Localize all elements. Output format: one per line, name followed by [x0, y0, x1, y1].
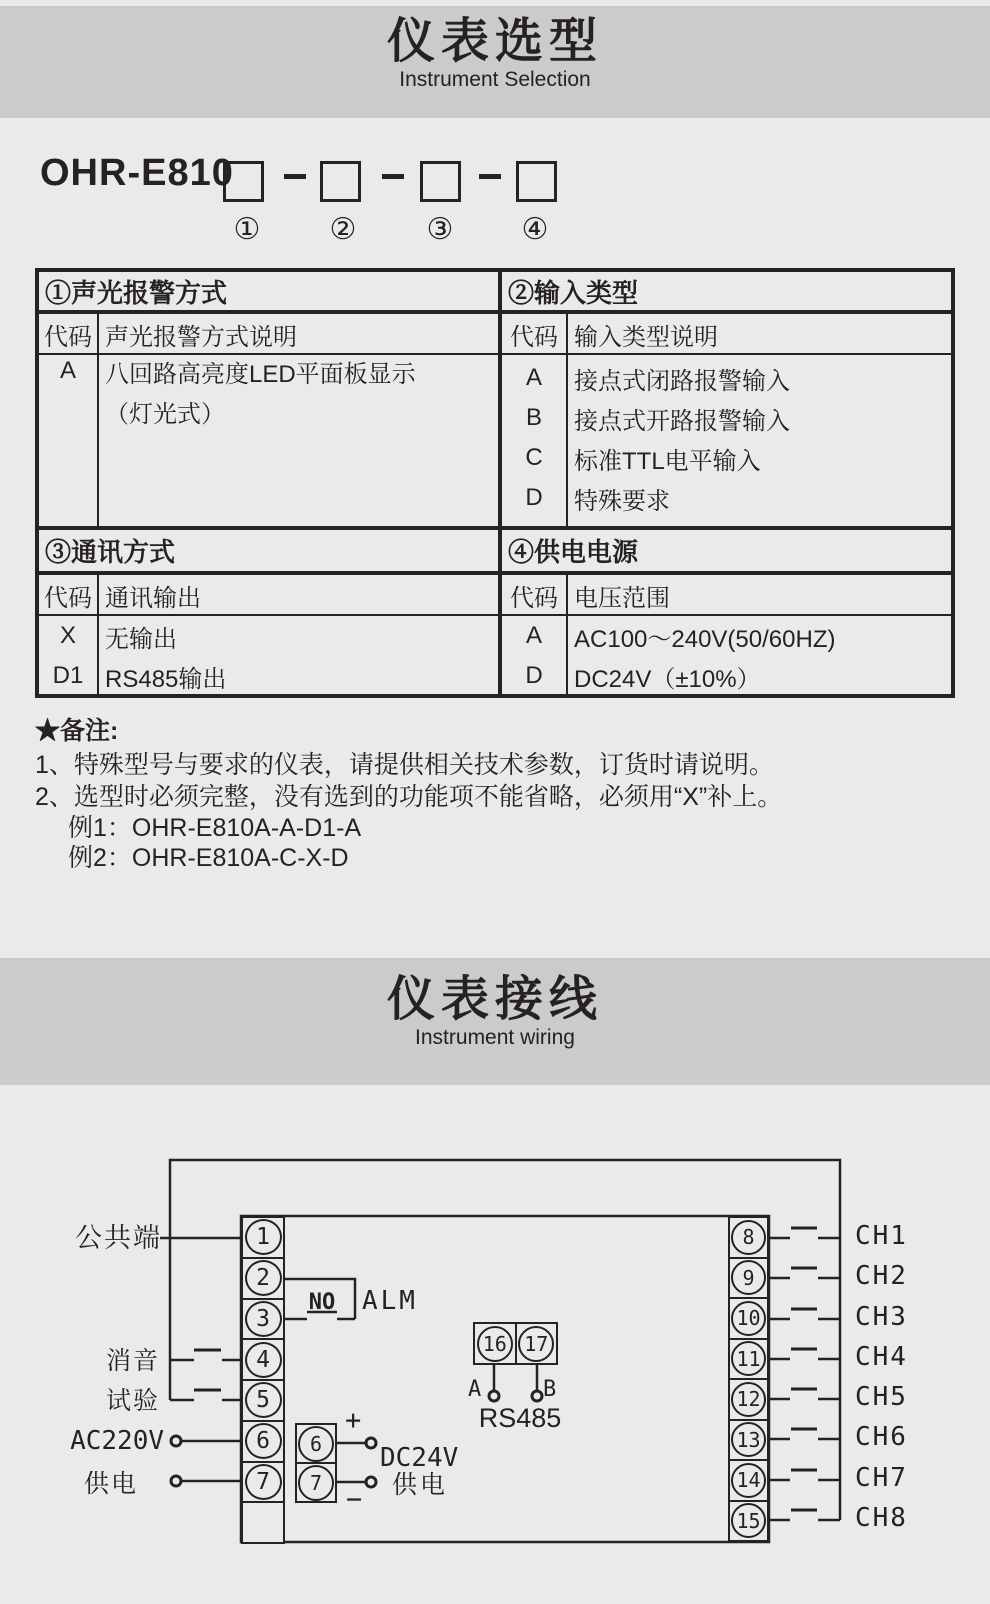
section1-code-header: 代码	[44, 324, 92, 351]
terminal-6	[245, 1423, 282, 1459]
terminal-number: 3	[256, 1305, 270, 1332]
section2-desc-header: 输入类型说明	[574, 324, 718, 351]
terminal-11	[731, 1341, 766, 1376]
section2-header: ②输入类型	[508, 277, 639, 308]
channel-label-ch6: CH6	[855, 1422, 908, 1452]
terminal-15	[731, 1503, 766, 1538]
table-border-line	[951, 268, 955, 698]
terminal-number: 7	[309, 1470, 323, 1495]
terminal-cell	[243, 1259, 283, 1300]
model-dash	[382, 174, 404, 179]
terminal-number: 9	[742, 1265, 755, 1290]
channel-label-ch7: CH7	[855, 1463, 908, 1493]
terminal-1	[245, 1219, 282, 1255]
ac-power-label-2: 供电	[83, 1470, 138, 1498]
terminal-13	[731, 1422, 766, 1457]
wiring-header-band	[0, 958, 990, 1085]
terminal-cell	[730, 1340, 767, 1381]
selection-header-band	[0, 6, 990, 118]
table-row-code: A	[525, 364, 542, 391]
dc-power-label: DC24V	[380, 1443, 459, 1473]
section1-header: ①声光报警方式	[45, 277, 228, 308]
selection-table	[35, 268, 955, 698]
slot-marker-2: ②	[329, 213, 357, 246]
model-slot-4	[516, 161, 557, 202]
terminal-cell	[730, 1461, 767, 1502]
table-row-desc: DC24V（±10%）	[574, 665, 761, 693]
terminal-number: 6	[309, 1431, 323, 1456]
terminal-number: 8	[742, 1225, 755, 1250]
table-border-line	[97, 314, 99, 526]
table-row-desc: AC100～240V(50/60HZ)	[574, 625, 836, 653]
ac-power-node	[171, 1436, 181, 1446]
terminal-number: 15	[736, 1508, 761, 1533]
terminal-number: 6	[256, 1428, 270, 1455]
section4-desc-header: 电压范围	[574, 584, 670, 612]
terminal-number: 1	[256, 1224, 270, 1251]
terminal-cell-blank	[243, 1503, 283, 1542]
dc-power-node	[366, 1477, 376, 1487]
rs485-b-label: B	[543, 1377, 557, 1402]
table-border-line	[566, 314, 568, 526]
dc-terminal-6	[298, 1426, 334, 1462]
table-border-line	[97, 575, 99, 694]
rs485-terminal-block	[473, 1322, 558, 1365]
section4-header: ④供电电源	[508, 537, 639, 567]
terminal-cell	[243, 1218, 283, 1259]
terminal-number: 17	[524, 1331, 549, 1356]
section3-code-header: 代码	[44, 584, 92, 612]
table-border-line	[35, 571, 955, 575]
ac-power-wire	[182, 1441, 241, 1481]
dc-power-label-2: 供电	[392, 1471, 449, 1499]
note-example-1: 例1：OHR-E810A-A-D1-A	[68, 814, 362, 842]
terminal-cell	[730, 1380, 767, 1421]
model-slot-3	[420, 161, 461, 202]
dc-minus-label: −	[346, 1484, 363, 1515]
section2-code-header: 代码	[510, 324, 558, 351]
channel-label-ch3: CH3	[855, 1302, 908, 1332]
table-row-code: D	[525, 662, 543, 689]
terminal-cell	[730, 1259, 767, 1300]
table-row-code: D	[525, 484, 543, 511]
terminal-7	[245, 1464, 282, 1500]
terminal-8	[731, 1220, 766, 1255]
terminal-5	[245, 1382, 282, 1418]
terminal-cell	[243, 1381, 283, 1422]
table-row-code: C	[525, 444, 543, 471]
table-row-code: B	[525, 404, 542, 431]
table-row-code: D1	[52, 662, 84, 689]
wiring-diagram	[0, 1100, 990, 1604]
terminal-14	[731, 1463, 766, 1498]
model-dash	[284, 174, 306, 179]
dc-terminal-block	[295, 1423, 337, 1503]
alarm-label: ALM	[362, 1286, 418, 1316]
selection-title: 仪表选型	[386, 15, 603, 68]
slot-marker-1: ①	[233, 213, 261, 246]
common-terminal-label: 公共端	[75, 1223, 162, 1253]
selection-subtitle: Instrument Selection	[399, 68, 591, 91]
terminal-9	[731, 1260, 766, 1295]
terminal-cell	[730, 1299, 767, 1340]
section4-code-header: 代码	[510, 584, 558, 612]
channel-label-ch2: CH2	[855, 1261, 908, 1291]
channel-label-ch5: CH5	[855, 1382, 908, 1412]
ac-power-node	[171, 1476, 181, 1486]
table-row-desc: 接点式闭路报警输入	[574, 367, 790, 395]
terminal-number: 2	[256, 1265, 270, 1292]
dc-terminal-7	[298, 1465, 334, 1501]
model-code: OHR-E810	[40, 152, 234, 194]
terminal-2	[245, 1260, 282, 1296]
wiring-title: 仪表接线	[386, 973, 603, 1026]
terminal-cell	[243, 1422, 283, 1463]
terminal-number: 10	[736, 1306, 761, 1331]
note-example-2: 例2：OHR-E810A-C-X-D	[68, 844, 349, 872]
table-row-desc: （灯光式）	[105, 400, 225, 428]
table-row-desc: 接点式开路报警输入	[574, 407, 790, 435]
slot-marker-4: ④	[521, 213, 549, 246]
terminal-cell	[243, 1340, 283, 1381]
table-row-code: A	[59, 357, 76, 384]
note-line-1: 1、特殊型号与要求的仪表，请提供相关技术参数，订货时请说明。	[35, 751, 774, 779]
terminal-12	[731, 1382, 766, 1417]
table-border-line	[566, 575, 568, 694]
terminal-4	[245, 1342, 282, 1378]
terminal-cell	[730, 1421, 767, 1462]
table-row-desc: 标准TTL电平输入	[574, 447, 761, 475]
rs485-wire	[494, 1365, 537, 1391]
terminal-number: 13	[736, 1427, 761, 1452]
terminal-cell	[730, 1502, 767, 1541]
table-border-line	[35, 310, 955, 314]
table-row-code: A	[525, 622, 542, 649]
no-contact-label: NO	[308, 1290, 336, 1315]
channel-label-ch4: CH4	[855, 1342, 908, 1372]
rs485-terminal-17	[518, 1326, 554, 1362]
dc-plus-label: +	[345, 1405, 362, 1436]
model-slot-1	[223, 161, 264, 202]
terminal-number: 11	[736, 1346, 761, 1371]
table-row-desc: 无输出	[105, 625, 177, 653]
terminal-number: 12	[736, 1387, 761, 1412]
ac-power-label: AC220V	[70, 1426, 164, 1456]
terminal-cell	[297, 1425, 335, 1464]
test-label: 试验	[105, 1387, 160, 1415]
table-row-desc: 八回路高亮度LED平面板显示	[105, 360, 416, 388]
channel-label-ch8: CH8	[855, 1503, 908, 1533]
rs485-terminal-16	[477, 1326, 513, 1362]
left-terminal-block	[241, 1216, 285, 1544]
terminal-cell	[297, 1464, 335, 1501]
terminal-number: 5	[256, 1387, 270, 1414]
terminal-cell	[730, 1218, 767, 1259]
terminal-cell	[517, 1324, 557, 1363]
table-row-code: X	[59, 622, 76, 649]
table-row-desc: RS485输出	[105, 665, 227, 693]
terminal-number: 4	[256, 1346, 270, 1373]
terminal-cell	[243, 1463, 283, 1504]
section1-desc-header: 声光报警方式说明	[105, 324, 297, 351]
terminal-10	[731, 1301, 766, 1336]
rs485-a-label: A	[468, 1377, 482, 1402]
terminal-3	[245, 1301, 282, 1337]
notes-title: ★备注:	[35, 717, 119, 745]
dc-power-node	[366, 1438, 376, 1448]
rs485-label: RS485	[478, 1403, 562, 1433]
rs485-node	[532, 1391, 542, 1401]
model-dash	[479, 174, 501, 179]
note-line-2: 2、选型时必须完整，没有选到的功能项不能省略，必须用“X”补上。	[35, 783, 783, 811]
rs485-node	[489, 1391, 499, 1401]
channel-label-ch1: CH1	[855, 1221, 908, 1251]
table-row-desc: 特殊要求	[574, 487, 670, 515]
section3-desc-header: 通讯输出	[105, 584, 201, 612]
right-terminal-block	[728, 1216, 769, 1542]
model-slot-2	[320, 161, 361, 202]
mute-label: 消音	[105, 1347, 160, 1375]
terminal-cell	[243, 1300, 283, 1341]
terminal-number: 7	[256, 1468, 270, 1495]
wiring-subtitle: Instrument wiring	[415, 1026, 575, 1049]
terminal-number: 16	[482, 1331, 507, 1356]
terminal-number: 14	[736, 1468, 761, 1493]
section3-header: ③通讯方式	[45, 537, 176, 567]
terminal-cell	[475, 1324, 517, 1363]
slot-marker-3: ③	[426, 213, 454, 246]
dc-power-wire	[337, 1443, 366, 1482]
